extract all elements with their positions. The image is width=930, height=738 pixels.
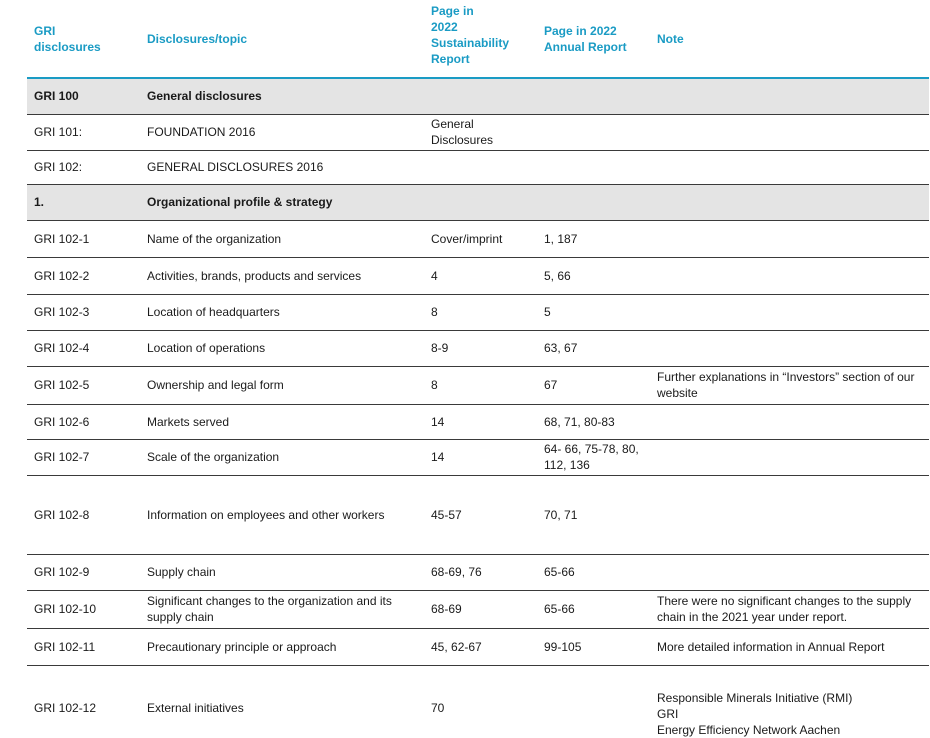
cell-note xyxy=(650,330,929,366)
cell-gri: GRI 102-6 xyxy=(27,404,140,439)
cell-gri: GRI 102-1 xyxy=(27,220,140,257)
cell-gri: GRI 102-2 xyxy=(27,257,140,294)
cell-annual-page xyxy=(537,665,650,738)
cell-note xyxy=(650,439,929,475)
cell-annual-page: 5 xyxy=(537,294,650,330)
header-note: Note xyxy=(650,0,929,78)
note-line: Energy Efficiency Network Aachen xyxy=(657,723,841,737)
cell-note xyxy=(650,404,929,439)
cell-sust-page: 8 xyxy=(424,366,537,404)
table-row xyxy=(27,665,929,738)
cell-gri: GRI 102-10 xyxy=(27,590,140,628)
cell-note xyxy=(650,150,929,184)
table-row xyxy=(27,257,929,294)
cell-gri: GRI 102-5 xyxy=(27,366,140,404)
cell-note: There were no significant changes to the supply chain in the 2021 year under report. xyxy=(650,590,929,628)
cell-note: More detailed information in Annual Report xyxy=(650,628,929,665)
cell-note xyxy=(650,184,929,220)
cell-annual-page: 65-66 xyxy=(537,554,650,590)
cell-topic: Scale of the organization xyxy=(140,439,424,475)
header-gri-disclosures: GRI disclosures xyxy=(27,0,140,78)
cell-topic: General disclosures xyxy=(140,78,424,114)
cell-sust-page: 8-9 xyxy=(424,330,537,366)
table-row xyxy=(27,554,929,590)
cell-annual-page: 64- 66, 75-78, 80, 112, 136 xyxy=(537,439,650,475)
table-row xyxy=(27,150,929,184)
cell-sust-page: Cover/imprint xyxy=(424,220,537,257)
cell-note xyxy=(650,475,929,554)
cell-sust-page: 45, 62-67 xyxy=(424,628,537,665)
cell-sust-page: 70 xyxy=(424,665,537,738)
table-row xyxy=(27,114,929,150)
table-row xyxy=(27,330,929,366)
cell-topic: Ownership and legal form xyxy=(140,366,424,404)
cell-sust-page: 8 xyxy=(424,294,537,330)
table-row xyxy=(27,628,929,665)
cell-topic: Organizational profile & strategy xyxy=(140,184,424,220)
cell-annual-page: 70, 71 xyxy=(537,475,650,554)
note-line: Responsible Minerals Initiative (RMI) xyxy=(657,691,853,705)
cell-gri: 1. xyxy=(27,184,140,220)
cell-topic: Information on employees and other workers xyxy=(140,475,424,554)
cell-sust-page xyxy=(424,150,537,184)
cell-topic: Significant changes to the organization and its supply chain xyxy=(140,590,424,628)
header-disclosures-topic: Disclosures/topic xyxy=(140,0,424,78)
cell-annual-page: 68, 71, 80-83 xyxy=(537,404,650,439)
cell-topic: FOUNDATION 2016 xyxy=(140,114,424,150)
cell-gri: GRI 102-7 xyxy=(27,439,140,475)
cell-sust-page xyxy=(424,184,537,220)
cell-note xyxy=(650,665,929,738)
cell-sust-page: 45-57 xyxy=(424,475,537,554)
cell-gri: GRI 102-11 xyxy=(27,628,140,665)
cell-annual-page: 67 xyxy=(537,366,650,404)
table-row xyxy=(27,366,929,404)
table-row xyxy=(27,475,929,554)
table-row xyxy=(27,590,929,628)
cell-note xyxy=(650,78,929,114)
cell-topic: Name of the organization xyxy=(140,220,424,257)
header-page-annual-report: Page in 2022 Annual Report xyxy=(537,0,650,78)
cell-gri: GRI 100 xyxy=(27,78,140,114)
cell-annual-page: 63, 67 xyxy=(537,330,650,366)
cell-note xyxy=(650,554,929,590)
table-row-section-organizational-profile xyxy=(27,184,929,220)
cell-annual-page: 5, 66 xyxy=(537,257,650,294)
cell-sust-page: 4 xyxy=(424,257,537,294)
cell-sust-page: 14 xyxy=(424,439,537,475)
cell-note xyxy=(650,257,929,294)
cell-sust-page xyxy=(424,78,537,114)
cell-gri: GRI 102: xyxy=(27,150,140,184)
cell-annual-page: 65-66 xyxy=(537,590,650,628)
table-row xyxy=(27,294,929,330)
cell-sust-page: 14 xyxy=(424,404,537,439)
cell-topic: Activities, brands, products and services xyxy=(140,257,424,294)
gri-content-index-table xyxy=(27,0,929,738)
cell-sust-page: 68-69, 76 xyxy=(424,554,537,590)
header-page-sustainability-report: Page in 2022 Sustainability Report xyxy=(424,0,537,78)
cell-annual-page: 1, 187 xyxy=(537,220,650,257)
cell-topic: Precautionary principle or approach xyxy=(140,628,424,665)
cell-annual-page xyxy=(537,78,650,114)
cell-topic: GENERAL DISCLOSURES 2016 xyxy=(140,150,424,184)
cell-annual-page xyxy=(537,184,650,220)
cell-sust-page: General Disclosures xyxy=(424,114,537,150)
cell-topic: External initiatives xyxy=(140,665,424,738)
cell-sust-page: 68-69 xyxy=(424,590,537,628)
cell-annual-page: 99-105 xyxy=(537,628,650,665)
cell-gri: GRI 102-3 xyxy=(27,294,140,330)
cell-gri: GRI 101: xyxy=(27,114,140,150)
table-header-row xyxy=(27,0,929,78)
cell-gri: GRI 102-12 xyxy=(27,665,140,738)
cell-topic: Markets served xyxy=(140,404,424,439)
cell-topic: Location of headquarters xyxy=(140,294,424,330)
cell-note: Further explanations in “Investors” section of our website xyxy=(650,366,929,404)
cell-gri: GRI 102-4 xyxy=(27,330,140,366)
cell-gri: GRI 102-9 xyxy=(27,554,140,590)
note-line: GRI xyxy=(657,707,679,721)
table-row xyxy=(27,404,929,439)
cell-annual-page xyxy=(537,114,650,150)
cell-gri: GRI 102-8 xyxy=(27,475,140,554)
table-row-section-gri-100 xyxy=(27,78,929,114)
table-row xyxy=(27,220,929,257)
cell-note xyxy=(650,294,929,330)
cell-topic: Supply chain xyxy=(140,554,424,590)
cell-annual-page xyxy=(537,150,650,184)
cell-note xyxy=(650,114,929,150)
cell-note xyxy=(650,220,929,257)
table-row xyxy=(27,439,929,475)
cell-topic: Location of operations xyxy=(140,330,424,366)
